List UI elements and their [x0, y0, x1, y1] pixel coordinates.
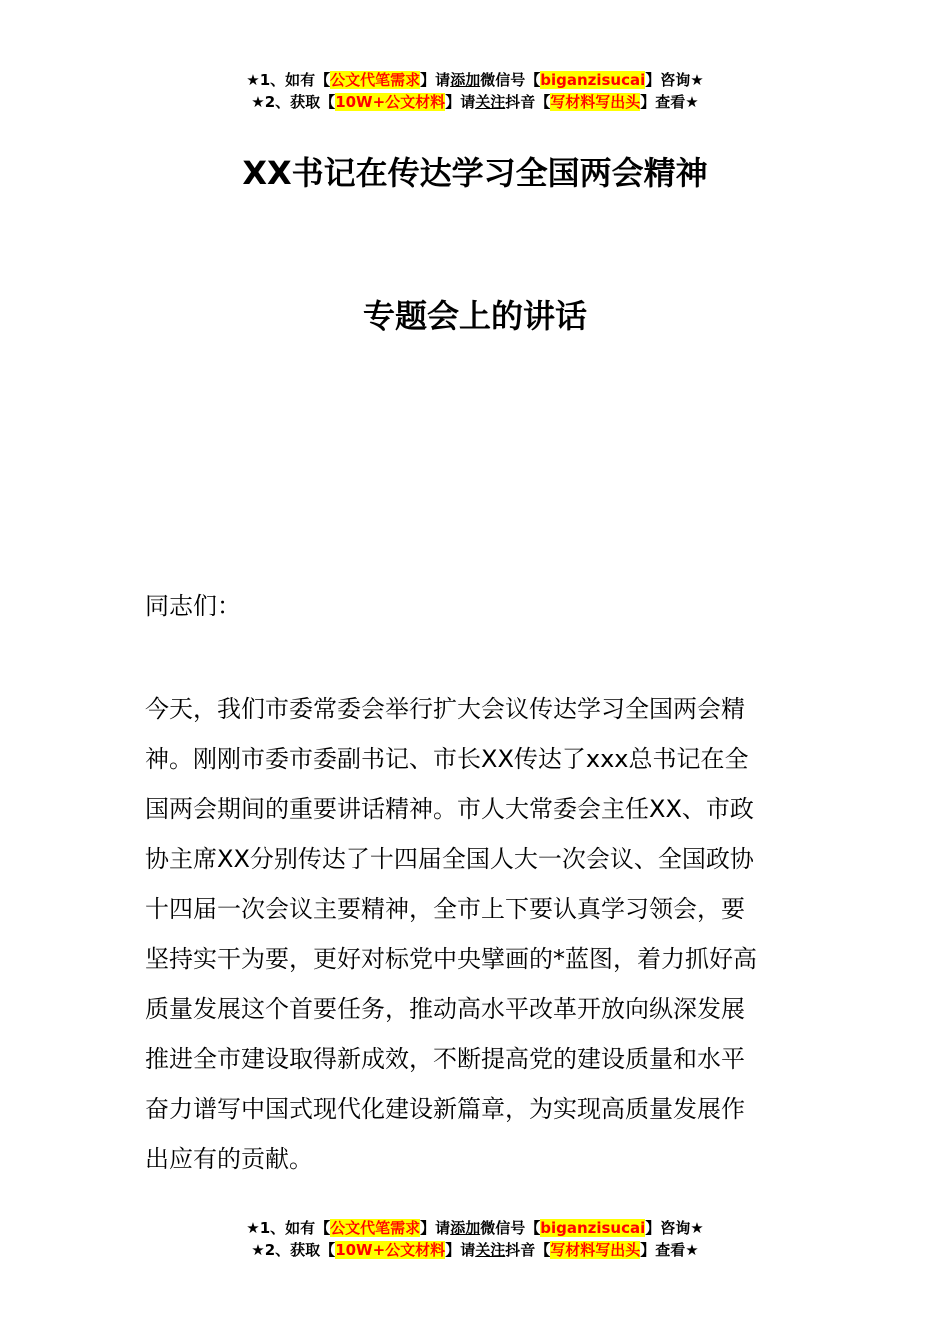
banner-text: 微信号【 — [480, 1219, 541, 1237]
banner-text: ★1、如有【 — [246, 1219, 331, 1237]
banner-underline: 关注 — [475, 1241, 506, 1259]
banner-highlight: biganzisucai — [540, 71, 646, 89]
banner-line-1 — [0, 1217, 950, 1239]
banner-highlight: 公文代笔需求 — [330, 71, 421, 89]
banner-text: 】请 — [420, 71, 451, 89]
greeting: 同志们： — [145, 592, 241, 620]
paragraph-line: 协主席XX分别传达了十四届全国人大一次会议、全国政协 — [145, 845, 754, 873]
paragraph-line: 十四届一次会议主要精神，全市上下要认真学习领会，要 — [145, 895, 745, 923]
paragraph-line: 今天，我们市委常委会举行扩大会议传达学习全国两会精 — [145, 695, 745, 723]
banner-text: 抖音【 — [505, 1241, 551, 1259]
paragraph-line: 出应有的贡献。 — [145, 1145, 313, 1173]
banner-text: 】咨询★ — [645, 71, 704, 89]
banner-highlight: 10W+公文材料 — [335, 93, 446, 111]
banner-text: 】请 — [420, 1219, 451, 1237]
banner-highlight: 公文代笔需求 — [330, 1219, 421, 1237]
banner-text: 抖音【 — [505, 93, 551, 111]
body-paragraph — [145, 684, 807, 1184]
banner-underline: 添加 — [450, 1219, 481, 1237]
banner-highlight: 写材料写出头 — [550, 93, 641, 111]
banner-underline: 添加 — [450, 71, 481, 89]
paragraph-line: 质量发展这个首要任务，推动高水平改革开放向纵深发展 — [145, 995, 745, 1023]
banner-line-1 — [0, 69, 950, 91]
paragraph-line: 神。刚刚市委市委副书记、市长XX传达了xxx总书记在全 — [145, 745, 749, 773]
banner-highlight: 写材料写出头 — [550, 1241, 641, 1259]
banner-line-2 — [0, 91, 950, 113]
banner-text: ★1、如有【 — [246, 71, 331, 89]
banner-line-2 — [0, 1239, 950, 1261]
banner-text: 】查看★ — [640, 1241, 699, 1259]
banner-text: 】咨询★ — [645, 1219, 704, 1237]
banner-text: 微信号【 — [480, 71, 541, 89]
banner-highlight: 10W+公文材料 — [335, 1241, 446, 1259]
paragraph-line: 国两会期间的重要讲话精神。市人大常委会主任XX、市政 — [145, 795, 754, 823]
document-title-line-2: 专题会上的讲话 — [362, 297, 587, 335]
footer-banner — [0, 1217, 950, 1261]
banner-text: ★2、获取【 — [251, 1241, 336, 1259]
header-banner — [0, 69, 950, 113]
banner-text: 】请 — [445, 1241, 476, 1259]
document-title-line-1: XX书记在传达学习全国两会精神 — [242, 154, 708, 192]
paragraph-line: 推进全市建设取得新成效，不断提高党的建设质量和水平 — [145, 1045, 745, 1073]
banner-highlight: biganzisucai — [540, 1219, 646, 1237]
banner-text: 】查看★ — [640, 93, 699, 111]
banner-text: 】请 — [445, 93, 476, 111]
paragraph-line: 坚持实干为要，更好对标党中央擘画的*蓝图，着力抓好高 — [145, 945, 757, 973]
paragraph-line: 奋力谱写中国式现代化建设新篇章，为实现高质量发展作 — [145, 1095, 745, 1123]
banner-underline: 关注 — [475, 93, 506, 111]
banner-text: ★2、获取【 — [251, 93, 336, 111]
